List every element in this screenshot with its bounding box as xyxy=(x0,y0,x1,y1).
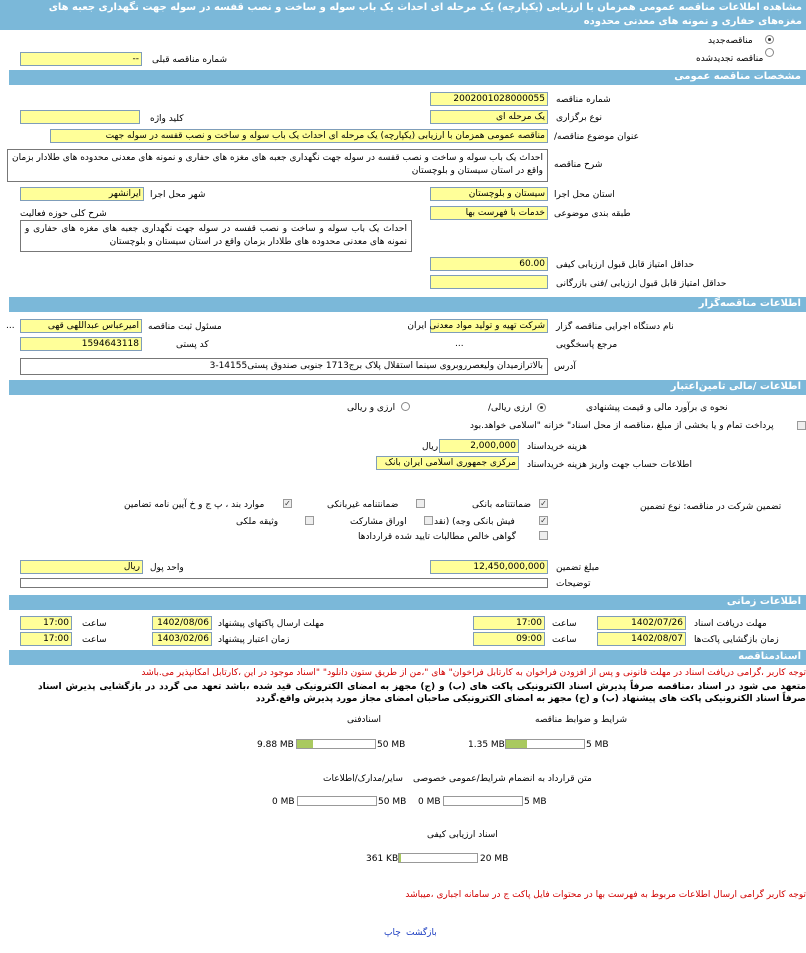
doc-other-max: 50 MB xyxy=(378,797,407,807)
opening-date-label: زمان بازگشایی پاکت‌ها xyxy=(694,635,779,645)
foreign-rial-radio[interactable] xyxy=(401,402,410,411)
bank-guarantee-checkbox[interactable]: ✓ xyxy=(540,499,547,508)
guarantee-amount-label: مبلغ تضمین xyxy=(556,563,600,573)
doc-technical-used: 9.88 MB xyxy=(257,740,294,750)
organization-field[interactable]: شرکت تهیه و تولید مواد معدنی ایران xyxy=(430,319,548,333)
postal-code-label: کد پستی xyxy=(176,340,209,350)
category-field[interactable]: خدمات با فهرست بها xyxy=(430,206,548,220)
tender-type-field[interactable]: یک مرحله ای xyxy=(430,110,548,124)
nonbank-guarantee-checkbox[interactable] xyxy=(416,499,425,508)
doc-technical-max: 50 MB xyxy=(377,740,406,750)
currency-field[interactable]: ریال xyxy=(20,560,143,574)
submission-time-label: ساعت xyxy=(82,619,107,629)
organization-label: نام دستگاه اجرایی مناقصه گزار xyxy=(556,322,674,332)
section-organizer-title: اطلاعات مناقصه‌گزار xyxy=(9,297,806,312)
submission-deadline-date[interactable]: 1402/08/06 xyxy=(152,616,212,630)
tender-number-field[interactable]: 2002001028000055 xyxy=(430,92,548,106)
doc-terms-label: شرایط و ضوابط مناقصه xyxy=(535,715,628,725)
province-label: استان محل اجرا xyxy=(554,190,615,200)
prev-number-field[interactable]: -- xyxy=(20,52,142,66)
receive-time-label: ساعت xyxy=(552,619,577,629)
validity-time-label: ساعت xyxy=(82,635,107,645)
account-info-field[interactable]: مرکزی جمهوری اسلامی ایران بانک xyxy=(376,456,519,470)
foreign-rial-label: ارزی و ریالی xyxy=(347,403,396,413)
registrar-more: ... xyxy=(6,321,15,331)
nonbank-guarantee-label: ضمانتنامه غیربانکی xyxy=(327,500,399,510)
response-ref-label: مرجع پاسخگویی xyxy=(556,340,618,350)
tender-subject-label: /عنوان موضوع مناقصه xyxy=(554,132,639,142)
submission-deadline-time[interactable]: 17:00 xyxy=(20,616,72,630)
prev-number-label: شماره مناقصه قبلی xyxy=(152,55,227,65)
treasury-note: پرداخت تمام و یا بخشی از مبلغ ،مناقصه از محل اسناد" خزانه "اسلامی خواهد.بود xyxy=(470,421,774,431)
net-claims-checkbox[interactable] xyxy=(539,531,548,540)
tender-description-label: شرح مناقصه xyxy=(554,160,603,170)
doc-other-progress xyxy=(297,796,377,806)
property-collateral-label: وثیقه ملکی xyxy=(236,517,279,527)
tender-number-label: شماره مناقصه xyxy=(556,95,611,105)
doc-other-used: 0 MB xyxy=(272,797,295,807)
postal-code-field[interactable]: 1594643118 xyxy=(20,337,142,351)
guarantee-amount-field[interactable]: 12,450,000,000 xyxy=(430,560,548,574)
regulation-items-label: موارد بند ، پ ج و خ آیین نامه تضامین xyxy=(124,500,265,510)
regulation-items-checkbox[interactable]: ✓ xyxy=(284,499,291,508)
section-general-title: مشخصات مناقصه عمومی xyxy=(9,70,806,85)
estimate-method-label: نحوه ی برآورد مالی و قیمت پیشنهادی xyxy=(586,403,728,413)
section-docs-title: اسنادمناقصه xyxy=(9,650,806,665)
response-ref-value: ... xyxy=(455,339,464,349)
opening-time-label: ساعت xyxy=(552,635,577,645)
notes-box xyxy=(20,578,548,588)
doc-quality-max: 20 MB xyxy=(480,854,509,864)
bank-receipt-label: فیش بانکی وجه) (نقد xyxy=(434,517,515,527)
doc-quality-progress xyxy=(398,853,478,863)
min-quality-score-label: حداقل امتیاز قابل قبول ارزیابی کیفی xyxy=(556,260,695,270)
activity-label: شرح کلی حوزه فعالیت xyxy=(20,209,107,219)
doc-quality-used: 361 KB xyxy=(366,854,399,864)
notes-label: توضیحات xyxy=(556,579,591,589)
doc-technical-progress xyxy=(296,739,376,749)
doc-contract-label: متن قرارداد به انضمام شرایط/عمومی خصوصی xyxy=(413,774,592,784)
section-timing-title: اطلاعات زمانی xyxy=(9,595,806,610)
doc-terms-progress xyxy=(505,739,585,749)
rial-radio[interactable] xyxy=(537,403,546,412)
activity-box: احداث یک باب سوله و ساخت و نصب قفسه در سوله جهت نگهداری جعبه های مغزه های حفاری و نمونه های معدنی محدوده های طلادار بزمان واقع در استان سیستان و بلوچستان xyxy=(20,220,412,252)
receive-deadline-label: مهلت دریافت اسناد xyxy=(694,619,767,629)
province-field[interactable]: سیستان و بلوچستان xyxy=(430,187,548,201)
doc-terms-used: 1.35 MB xyxy=(468,740,505,750)
tender-description-box: احداث یک باب سوله و ساخت و نصب قفسه در سوله جهت نگهداری جعبه های مغزه های حفاری و نمونه های معدنی محدوده های طلادار بزمان واقع در استان سیستان و بلوچستان xyxy=(7,149,548,182)
bank-guarantee-label: ضمانتنامه بانکی xyxy=(472,500,531,510)
doc-other-label: سایر/مدارک/اطلاعات xyxy=(323,774,403,784)
doc-contract-max: 5 MB xyxy=(524,797,547,807)
property-collateral-checkbox[interactable] xyxy=(305,516,314,525)
price-list-note: توجه کاربر گرامی ارسال اطلاعات مربوط به فهرست بها در محتوات فایل پاکت ج در سامانه اجباری ،میباشد xyxy=(405,890,806,900)
validity-label: زمان اعتبار پیشنهاد xyxy=(218,635,290,645)
rial-label: /ارزی ریالی xyxy=(488,403,532,413)
min-quality-score-field[interactable]: 60.00 xyxy=(430,257,548,271)
new-tender-radio[interactable] xyxy=(765,35,774,44)
address-label: آدرس xyxy=(554,362,576,372)
renewed-tender-label: مناقصه تجدیدشده xyxy=(696,54,764,64)
doc-terms-max: 5 MB xyxy=(586,740,609,750)
tender-type-label: نوع برگزاری xyxy=(556,113,602,123)
account-info-label: اطلاعات حساب جهت واریز هزینه خریداسناد xyxy=(527,460,692,470)
page-title: مشاهده اطلاعات مناقصه عمومی همزمان با ارزیابی (یکپارچه) یک مرحله ای احداث یک باب سوله و ساخت و نصب قفسه در سوله جهت نگهداری جعبه های مغزه‌های حفاری و نمونه های معدنی محدوده xyxy=(0,0,806,30)
treasury-checkbox[interactable] xyxy=(797,421,806,430)
min-tech-score-label: حداقل امتیاز قابل قبول ارزیابی /فنی بازرگانی xyxy=(556,279,727,289)
print-link[interactable]: چاپ xyxy=(384,928,401,938)
net-claims-label: گواهی خالص مطالبات تایید شده قراردادها xyxy=(358,532,516,542)
signature-commitment-note: متعهد می شود در اسناد ،مناقصه صرفاً پذیرش اسناد الکترونیکی پاکت های (ب) و (ج) مجهز به امضای الکترونیکی قید شده ،باشد تعهد می گردد در بازگشایی پذیرش اسناد صرفاً اسناد الکترونیکی پاکت های پیشنهاد (ب) و (ج) مجهز به امضای الکترونیکی صاحبان امضای مجاز مورد پذیرش واقع.گردد xyxy=(38,682,806,704)
validity-date[interactable]: 1403/02/06 xyxy=(152,632,212,646)
registrar-label: مسئول ثبت مناقصه xyxy=(148,322,222,332)
doc-cost-label: هزینه خریداسناد xyxy=(527,442,587,452)
renewed-tender-radio[interactable] xyxy=(765,48,774,57)
doc-contract-progress xyxy=(443,796,523,806)
new-tender-label: مناقصه‌جدید xyxy=(708,36,753,46)
back-link[interactable]: بازگشت xyxy=(406,928,437,938)
bank-receipt-checkbox[interactable]: ✓ xyxy=(540,516,547,525)
section-finance-title: اطلاعات /مالی تامین‌اعتبار xyxy=(9,380,806,395)
currency-label: واحد پول xyxy=(150,563,184,573)
registrar-field[interactable]: امیرعباس عبداللهی قهی xyxy=(20,319,142,333)
tender-subject-field[interactable]: مناقصه عمومی همزمان با ارزیابی (یکپارچه) یک مرحله ای احداث یک باب سوله و ساخت و نصب قفسه در سوله جهت xyxy=(50,129,548,143)
receive-deadline-time[interactable]: 17:00 xyxy=(473,616,545,630)
doc-cost-field[interactable]: 2,000,000 xyxy=(439,439,519,453)
city-label: شهر محل اجرا xyxy=(150,190,206,200)
doc-cost-unit: ریال xyxy=(422,442,439,452)
submission-deadline-label: مهلت ارسال پاکتهای پیشنهاد xyxy=(218,619,325,629)
opening-time[interactable]: 09:00 xyxy=(473,632,545,646)
doc-contract-used: 0 MB xyxy=(418,797,441,807)
doc-quality-label: اسناد ارزیابی کیفی xyxy=(427,830,498,840)
keyword-field[interactable] xyxy=(20,110,140,124)
download-note: توجه کاربر ،گرامی دریافت اسناد در مهلت قانونی و پس از افزودن فراخوان به کارتابل فراخوان" های "،من از طریق ستون دانلود" "اسناد موجود در این ،کارتابل امکانپذیر می.باشد xyxy=(141,668,806,678)
receive-deadline-date[interactable]: 1402/07/26 xyxy=(597,616,686,630)
category-label: طبقه بندی موضوعی xyxy=(554,209,631,219)
bonds-label: اوراق مشارکت xyxy=(350,517,407,527)
opening-date[interactable]: 1402/08/07 xyxy=(597,632,686,646)
address-box: بالاترازمیدان ولیعصرروبروی سینما استقلال پلاک برج1713 جنوبی صندوق پستی14155-3 xyxy=(20,358,548,375)
min-tech-score-field[interactable] xyxy=(430,275,548,289)
doc-technical-label: اسنادفنی xyxy=(347,715,382,725)
validity-time[interactable]: 17:00 xyxy=(20,632,72,646)
guarantee-type-label: تضمین شرکت در مناقصه: نوع تضمین xyxy=(640,502,782,512)
keyword-label: کلید واژه xyxy=(150,114,184,124)
city-field[interactable]: ایرانشهر xyxy=(20,187,144,201)
bonds-checkbox[interactable] xyxy=(424,516,433,525)
